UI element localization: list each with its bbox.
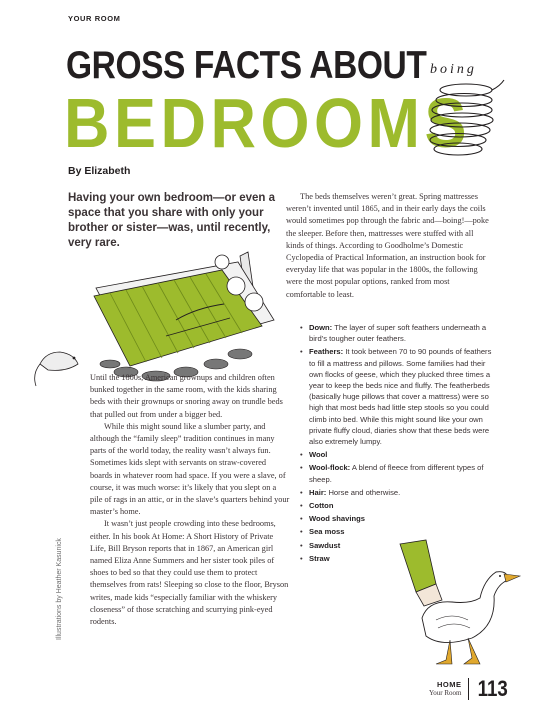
list-item: • Sea moss (300, 526, 495, 537)
folio-subsection: Your Room (428, 689, 462, 697)
page-number: 113 (477, 676, 508, 701)
title-line-1: GROSS FACTS ABOUT (66, 44, 427, 87)
spring-illustration (408, 78, 508, 168)
list-item: • Straw (300, 553, 495, 564)
list-item: • Down: The layer of super soft feathers underneath a bird’s tougher outer feathers. (300, 322, 495, 344)
byline: By Elizabeth (68, 165, 131, 177)
list-item: • Wool-flock: A blend of fleece from different types of sheep. (300, 462, 495, 484)
title-line-2: BEDROOMS (64, 84, 472, 162)
left-column (90, 372, 290, 628)
list-item: • Wool (300, 449, 495, 460)
body-paragraph-2: While this might sound like a slumber party, and although the “family sleep” tradition continues in many parts of the world today, the reality wasn’t always fun. Sometimes kids slept with servants on straw-covered boards in whatever room had space. If you were a slave, of course, it was much worse: it’s likely that you slept on a pile of rags in an attic, or in the slave’s quarters behind your master’s home. (90, 421, 290, 517)
list-item: • Sawdust (300, 540, 495, 551)
list-item: • Hair: Horse and otherwise. (300, 487, 495, 498)
list-item: • Wood shavings (300, 513, 495, 524)
page-folio (429, 676, 510, 702)
illustration-credit: Illustrations by Heather Kasunick (56, 538, 63, 640)
list-item: • Feathers: It took between 70 to 90 pounds of feathers to fill a mattress and pillows. Some families had their own flocks of geese, which they plucked three times a year to keep the beds nice and fluffy. The featherbeds (basically huge pillows that cover a mattress) were so high that most beds had little step stools so you could climb into bed. While this might sound like your own private fluffy cloud, diaries show that these beds were also extremely lumpy. (300, 346, 495, 447)
list-item: • Cotton (300, 500, 495, 511)
right-column (286, 191, 491, 301)
mattress-stuffing-list (300, 322, 495, 566)
goose-illustration (392, 540, 522, 670)
folio-divider (468, 678, 469, 700)
section-kicker: YOUR ROOM (68, 14, 121, 23)
boing-sound-effect: boing (430, 62, 477, 77)
body-paragraph-1: Until the 1800s, American grownups and children often bunked together in the same room, with the kids sharing beds with their grownups or snoring away on trundle beds that pulled out from under a bigger bed. (90, 373, 283, 419)
body-paragraph-4: The beds themselves weren’t great. Spring mattresses weren’t invented until 1865, and in their early days the coils would sometimes pop through the fabric and—boing!—poke the sleeper. Before then, mattresses were stuffed with all kinds of things. According to Goodholme’s Domestic Cyclopedia of Practical Information, an instruction book for everyday life that was popular in the 1800s, the following were the most popular options, ranked from most comfortable to least. (286, 192, 489, 299)
deck: Having your own bedroom—or even a space that you share with only your brother or sister—was, until recently, very rare. (68, 192, 276, 249)
folio-section: HOME (437, 680, 462, 689)
body-paragraph-3: It wasn’t just people crowding into these bedrooms, either. In his book At Home: A Short History of Private Life, Bill Bryson reports that in 1867, an American girl named Eliza Anne Summers and her sister took piles of shoes to bed so that they could use them to protect themselves from rats! Sleeping so close to the floor, Bryson writes, made kids “especially familiar with the whiskery closeness” of those scratching and scurrying pink-eyed rodents. (90, 519, 289, 627)
